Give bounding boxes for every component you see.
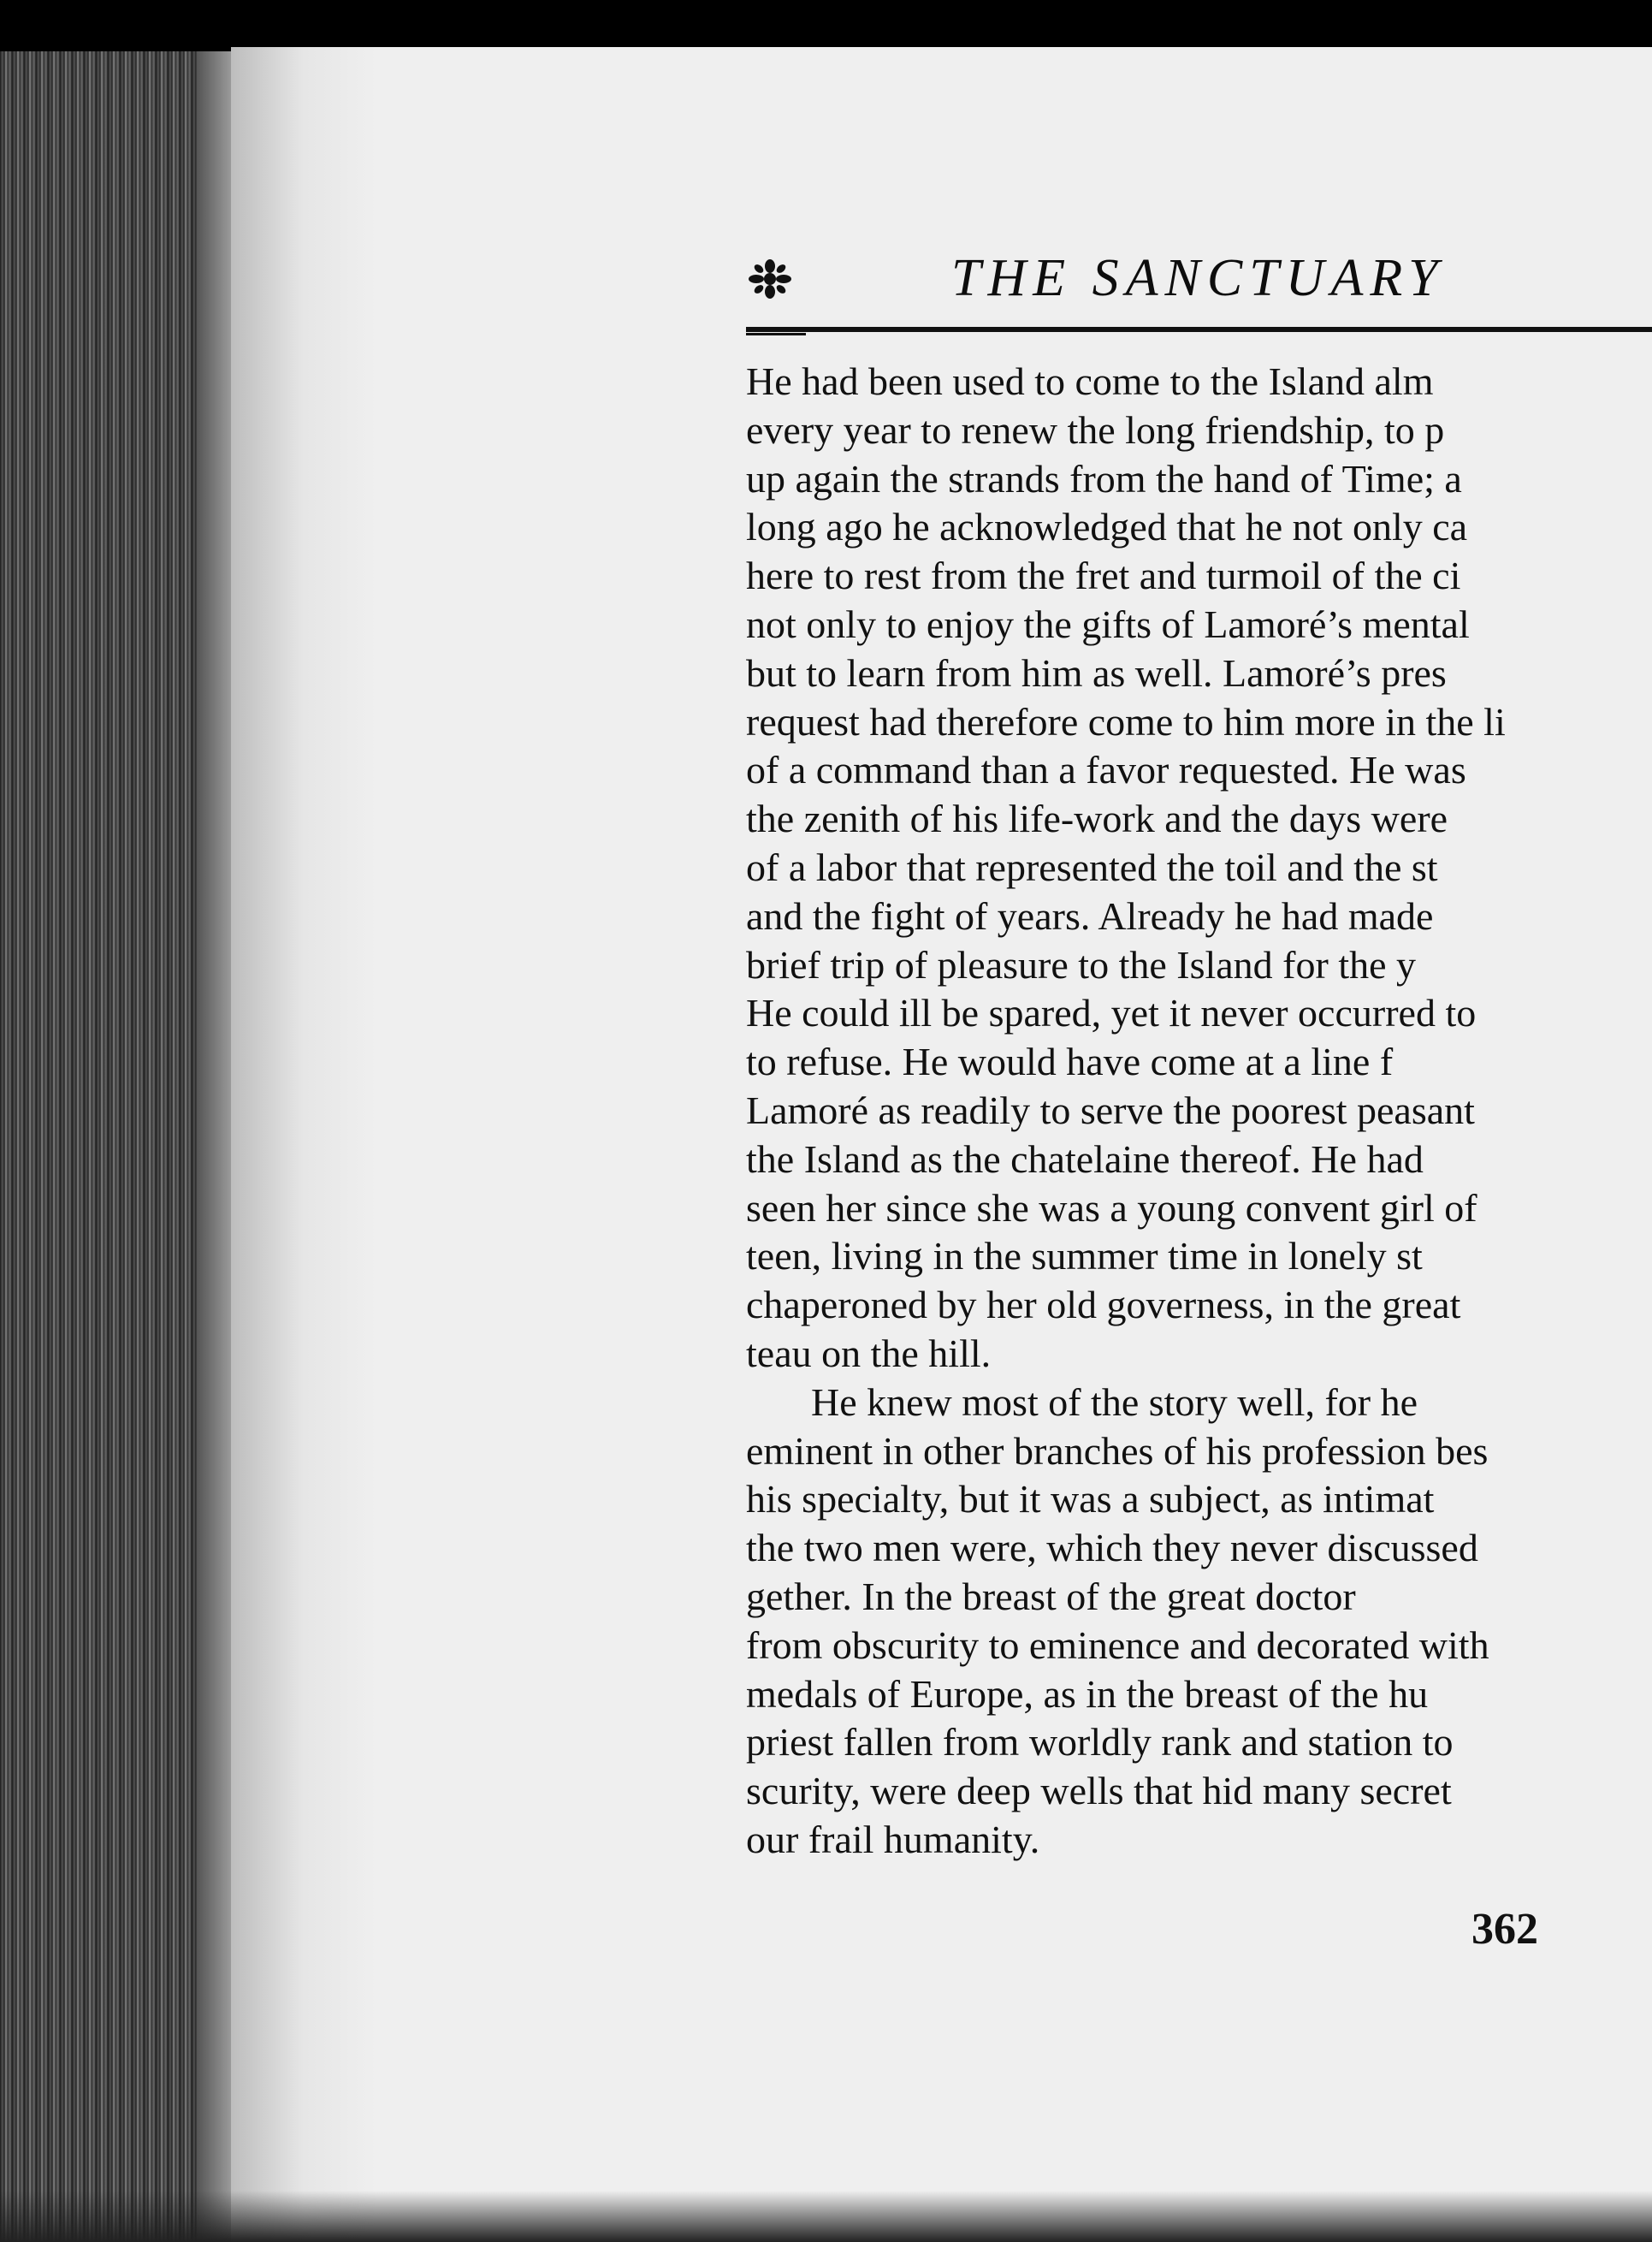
text-line: He had been used to come to the Island alm <box>746 359 1434 403</box>
text-line: from obscurity to eminence and decorated with <box>746 1622 1489 1667</box>
text-line: not only to enjoy the gifts of Lamoré’s mental <box>746 602 1470 646</box>
text-line: every year to renew the long friendship, to p <box>746 407 1445 452</box>
text-line: to refuse. He would have come at a line f <box>746 1040 1394 1084</box>
text-line: medals of Europe, as in the breast of the hu <box>746 1671 1429 1716</box>
text-line: of a labor that represented the toil and the st <box>746 845 1438 889</box>
text-line: teen, living in the summer time in lonely st <box>746 1234 1423 1278</box>
text-line: of a command than a favor requested. He was <box>746 748 1466 792</box>
running-head <box>746 244 1652 312</box>
page-gutter <box>231 47 376 2242</box>
text-line-paragraph-start: He knew most of the story well, for he <box>811 1379 1418 1424</box>
text-line: priest fallen from worldly rank and station to <box>746 1720 1454 1765</box>
text-line: our frail humanity. <box>746 1817 1040 1861</box>
page-edges-stack <box>0 51 231 2242</box>
text-line: seen her since she was a young convent girl of <box>746 1185 1477 1230</box>
text-line: and the fight of years. Already he had made <box>746 893 1434 938</box>
text-line: up again the strands from the hand of Time; a <box>746 456 1462 501</box>
text-line: request had therefore come to him more in the li <box>746 699 1506 744</box>
text-line: Lamoré as readily to serve the poorest peasant <box>746 1088 1475 1132</box>
scan-bottom-shadow <box>0 2191 1652 2242</box>
text-line: He could ill be spared, yet it never occurred to <box>746 991 1477 1035</box>
text-line: chaperoned by her old governess, in the great <box>746 1283 1461 1327</box>
text-line: the two men were, which they never discussed <box>746 1526 1478 1570</box>
running-head-rule <box>746 327 1652 332</box>
running-head-title: THE SANCTUARY <box>951 249 1445 307</box>
text-line: but to learn from him as well. Lamoré’s pres <box>746 650 1447 695</box>
text-line: here to rest from the fret and turmoil of the ci <box>746 554 1461 598</box>
page-number: 362 <box>1471 1905 1538 1954</box>
text-line: scurity, were deep wells that hid many secret <box>746 1769 1452 1813</box>
text-line: his specialty, but it was a subject, as intimat <box>746 1477 1435 1521</box>
text-line: long ago he acknowledged that he not only ca <box>746 505 1468 549</box>
text-line: teau on the hill. <box>746 1331 992 1375</box>
running-head-rule-stub <box>746 333 806 335</box>
text-line: the zenith of his life-work and the days were <box>746 797 1448 841</box>
text-line: gether. In the breast of the great doctor <box>746 1574 1356 1618</box>
text-line: the Island as the chatelaine thereof. He had <box>746 1136 1424 1181</box>
text-line: brief trip of pleasure to the Island for the y <box>746 942 1417 987</box>
text-line: eminent in other branches of his profession bes <box>746 1428 1489 1473</box>
body-text <box>746 358 1652 1949</box>
fleuron-ornament-icon <box>746 259 794 299</box>
